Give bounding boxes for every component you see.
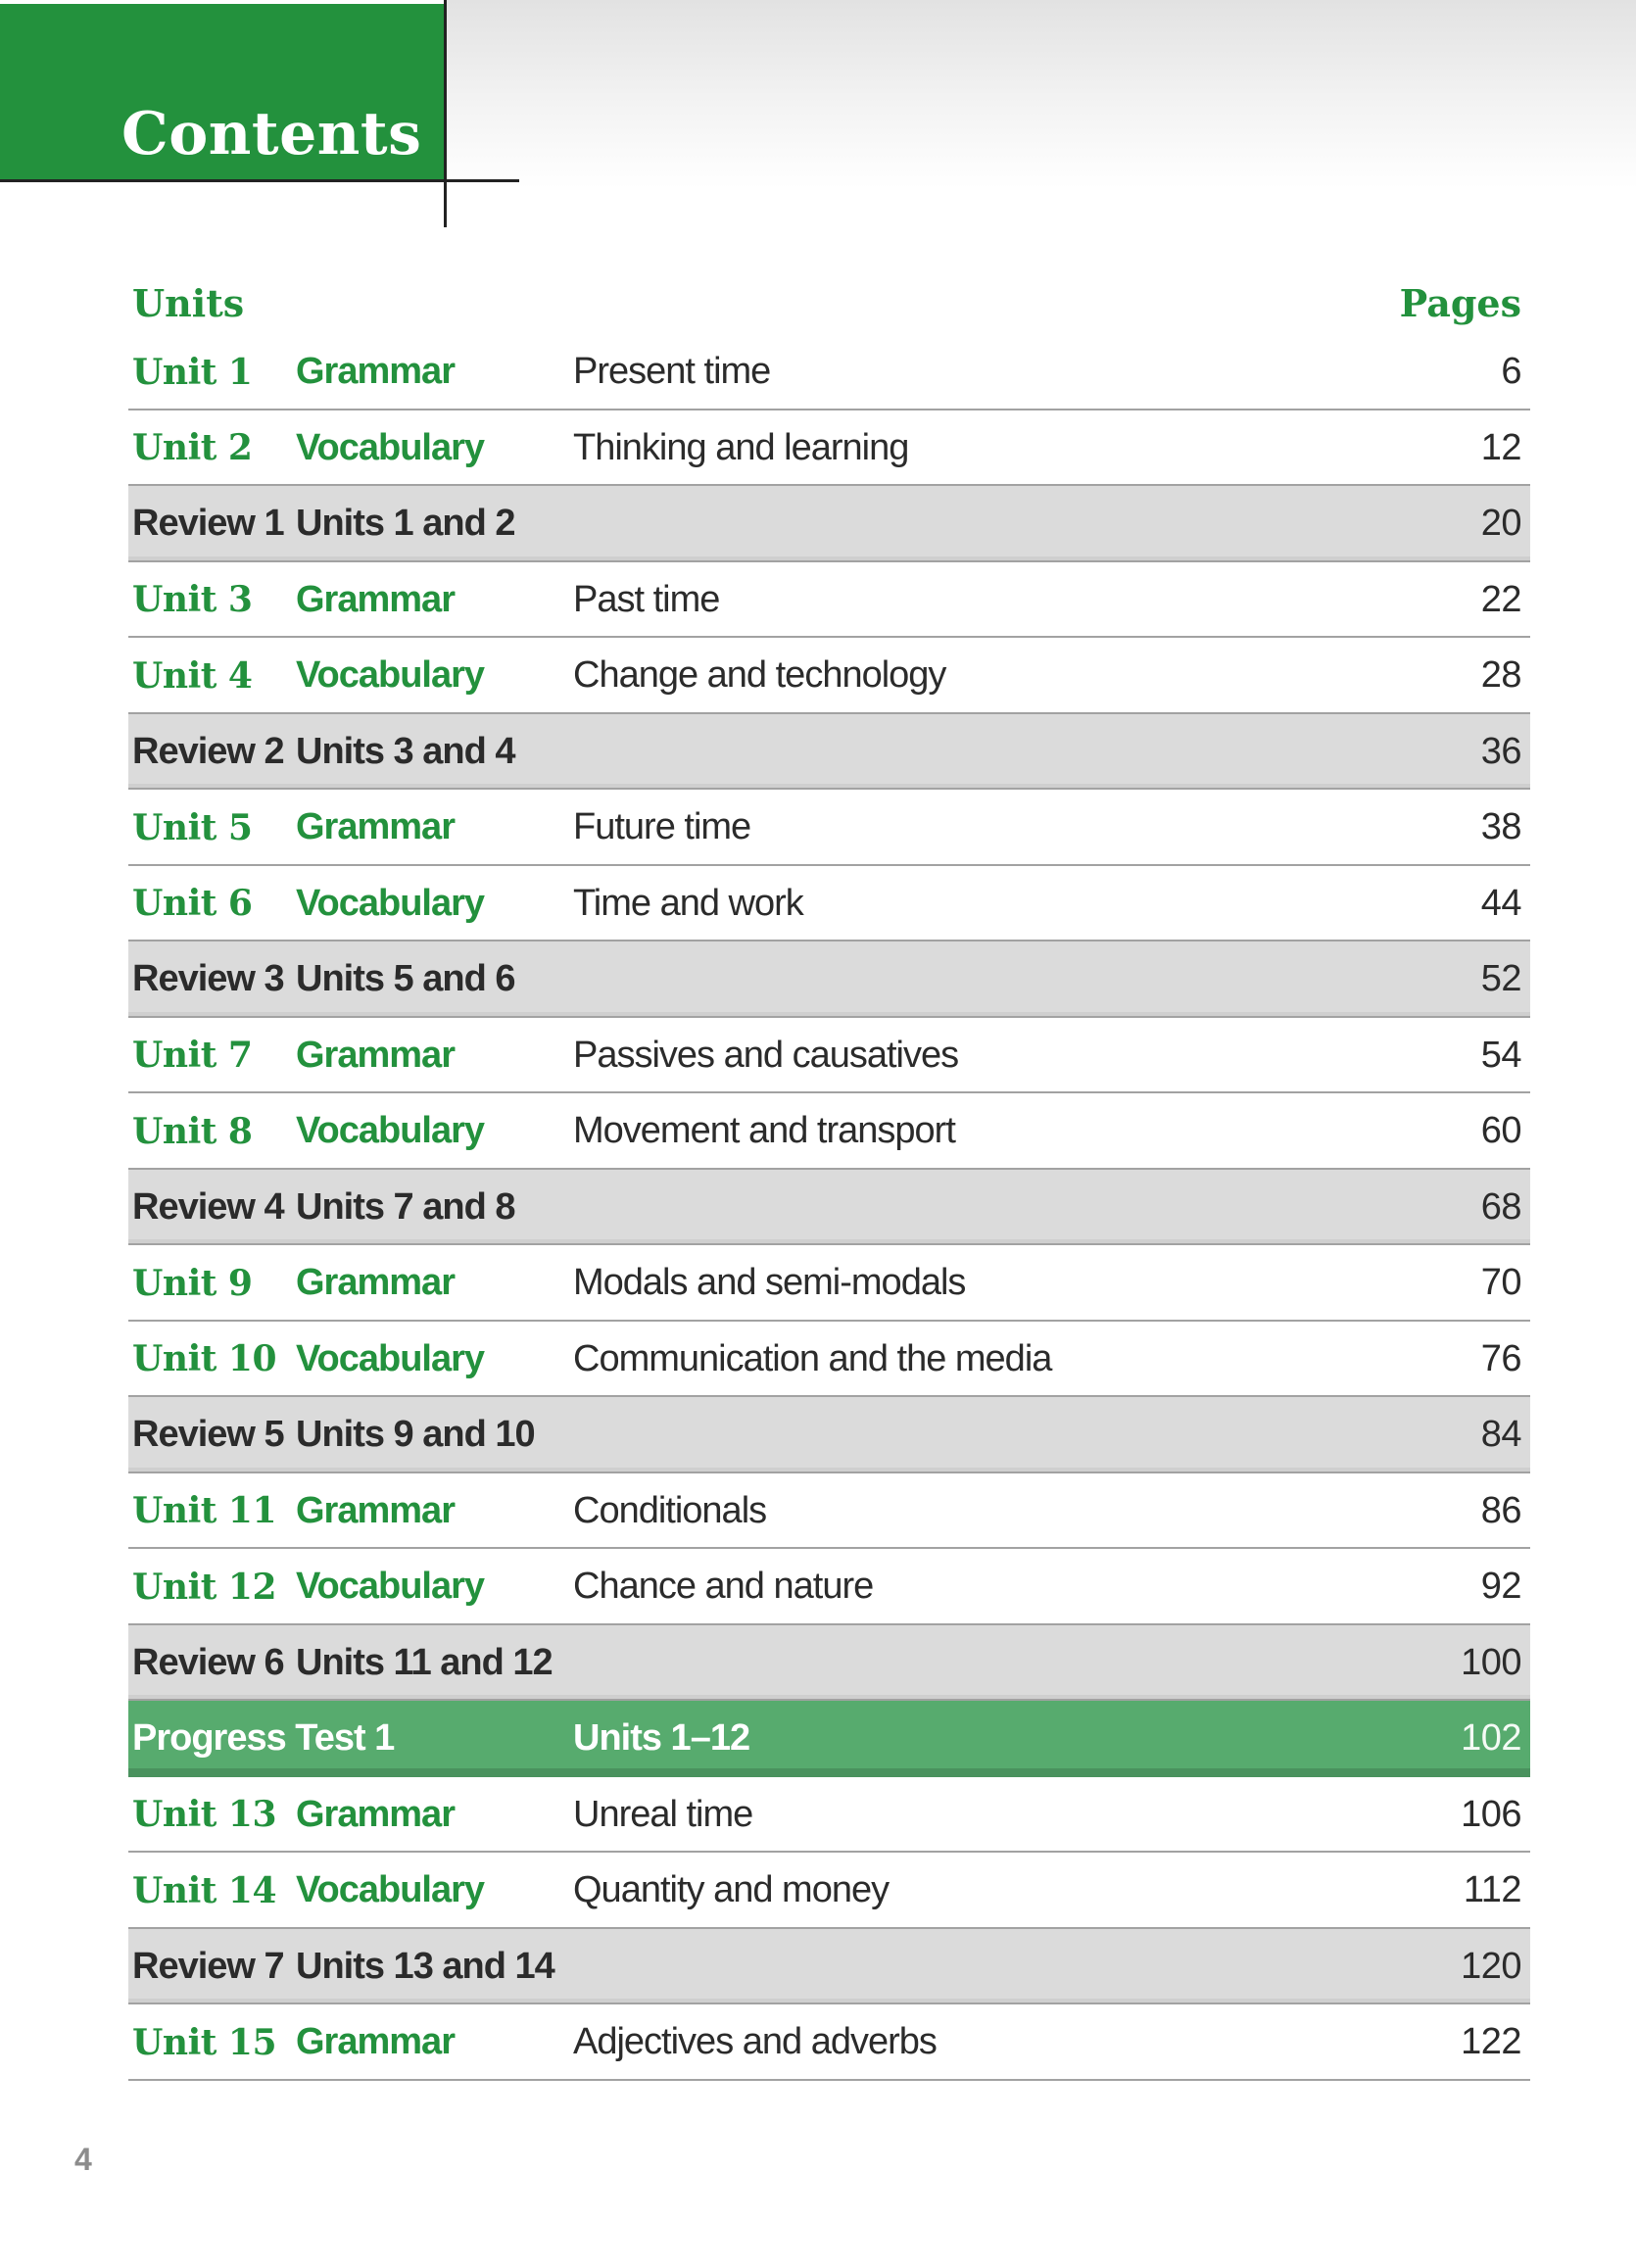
section-type-label: Vocabulary bbox=[296, 426, 485, 468]
table-row-review bbox=[128, 941, 1530, 1018]
page-ref: 102 bbox=[1461, 1717, 1521, 1760]
table-row-review bbox=[128, 486, 1530, 562]
topic-title: Chance and nature bbox=[573, 1566, 874, 1608]
topic-title: Thinking and learning bbox=[573, 426, 909, 468]
topic-title: Unreal time bbox=[573, 1793, 753, 1835]
section-type-label: Vocabulary bbox=[296, 1566, 485, 1608]
table-row-review bbox=[128, 714, 1530, 791]
table-row-unit bbox=[128, 334, 1530, 410]
review-units-label: Units 5 and 6 bbox=[296, 958, 515, 1000]
page-ref: 20 bbox=[1480, 503, 1521, 545]
progress-test-label: Progress Test 1 bbox=[132, 1717, 395, 1760]
unit-label: Unit 7 bbox=[132, 1035, 253, 1077]
review-units-label: Units 1 and 2 bbox=[296, 503, 515, 545]
section-type-label: Vocabulary bbox=[296, 882, 485, 924]
page-ref: 70 bbox=[1480, 1262, 1521, 1304]
topic-title: Past time bbox=[573, 578, 720, 620]
table-row-unit bbox=[128, 410, 1530, 487]
column-headers bbox=[128, 274, 1530, 333]
section-type-label: Grammar bbox=[296, 1034, 455, 1076]
page-ref: 106 bbox=[1461, 1793, 1521, 1835]
page-number: 4 bbox=[74, 2142, 92, 2177]
page-ref: 12 bbox=[1480, 426, 1521, 468]
unit-label: Unit 5 bbox=[132, 806, 253, 848]
topic-title: Modals and semi-modals bbox=[573, 1262, 966, 1304]
review-units-label: Units 7 and 8 bbox=[296, 1185, 515, 1228]
title-vertical-rule bbox=[444, 0, 447, 227]
review-units-label: Units 13 and 14 bbox=[296, 1945, 554, 1987]
page-ref: 54 bbox=[1480, 1034, 1521, 1076]
unit-label: Unit 8 bbox=[132, 1110, 253, 1152]
page-ref: 122 bbox=[1461, 2021, 1521, 2063]
section-type-label: Grammar bbox=[296, 1489, 455, 1531]
page-ref: 36 bbox=[1480, 730, 1521, 772]
review-units-label: Units 11 and 12 bbox=[296, 1641, 553, 1683]
table-row-unit bbox=[128, 638, 1530, 714]
unit-label: Unit 11 bbox=[132, 1490, 277, 1532]
table-row-unit bbox=[128, 1853, 1530, 1929]
section-type-label: Vocabulary bbox=[296, 654, 485, 697]
table-of-contents bbox=[128, 334, 1530, 2081]
page-ref: 76 bbox=[1480, 1337, 1521, 1379]
section-type-label: Grammar bbox=[296, 578, 455, 620]
section-type-label: Vocabulary bbox=[296, 1869, 485, 1911]
table-row-unit bbox=[128, 2004, 1530, 2081]
page-ref: 120 bbox=[1461, 1945, 1521, 1987]
unit-label: Unit 12 bbox=[132, 1566, 277, 1608]
topic-title: Conditionals bbox=[573, 1489, 767, 1531]
table-row-unit bbox=[128, 1245, 1530, 1322]
topic-title: Quantity and money bbox=[573, 1869, 890, 1911]
section-type-label: Grammar bbox=[296, 1262, 455, 1304]
table-row-review bbox=[128, 1397, 1530, 1473]
unit-label: Unit 3 bbox=[132, 579, 253, 621]
table-row-unit bbox=[128, 562, 1530, 639]
unit-label: Unit 9 bbox=[132, 1262, 253, 1304]
unit-label: Unit 13 bbox=[132, 1794, 277, 1836]
table-row-progress-test bbox=[128, 1701, 1530, 1777]
table-row-review bbox=[128, 1625, 1530, 1702]
review-label: Review 7 bbox=[132, 1945, 284, 1987]
page-ref: 112 bbox=[1463, 1869, 1521, 1911]
unit-label: Unit 10 bbox=[132, 1338, 277, 1380]
section-type-label: Vocabulary bbox=[296, 1110, 485, 1152]
table-row-unit bbox=[128, 1093, 1530, 1170]
page-ref: 38 bbox=[1480, 806, 1521, 848]
topic-title: Movement and transport bbox=[573, 1110, 955, 1152]
table-row-unit bbox=[128, 1473, 1530, 1550]
review-units-label: Units 9 and 10 bbox=[296, 1414, 535, 1456]
unit-label: Unit 14 bbox=[132, 1869, 277, 1911]
page-ref: 60 bbox=[1480, 1110, 1521, 1152]
unit-label: Unit 15 bbox=[132, 2021, 277, 2063]
page-title: Contents bbox=[121, 100, 422, 169]
topic-title: Change and technology bbox=[573, 654, 946, 697]
header-gradient-band bbox=[446, 0, 1636, 188]
review-label: Review 2 bbox=[132, 730, 284, 772]
page-ref: 44 bbox=[1480, 882, 1521, 924]
unit-label: Unit 6 bbox=[132, 883, 253, 925]
topic-title: Time and work bbox=[573, 882, 803, 924]
table-row-unit bbox=[128, 790, 1530, 866]
page-ref: 84 bbox=[1480, 1414, 1521, 1456]
unit-label: Unit 1 bbox=[132, 351, 253, 393]
title-underline bbox=[0, 179, 519, 182]
page-ref: 68 bbox=[1480, 1185, 1521, 1228]
section-type-label: Grammar bbox=[296, 806, 455, 848]
review-label: Review 6 bbox=[132, 1641, 284, 1683]
page-ref: 22 bbox=[1480, 578, 1521, 620]
page-ref: 86 bbox=[1480, 1489, 1521, 1531]
contents-title-box bbox=[0, 4, 446, 179]
table-row-unit bbox=[128, 1322, 1530, 1398]
table-row-unit bbox=[128, 1777, 1530, 1854]
section-type-label: Vocabulary bbox=[296, 1337, 485, 1379]
section-type-label: Grammar bbox=[296, 351, 455, 393]
topic-title: Future time bbox=[573, 806, 751, 848]
review-label: Review 1 bbox=[132, 503, 284, 545]
unit-label: Unit 4 bbox=[132, 654, 253, 697]
review-label: Review 5 bbox=[132, 1414, 284, 1456]
section-type-label: Grammar bbox=[296, 1793, 455, 1835]
page-ref: 6 bbox=[1501, 351, 1521, 393]
page-ref: 100 bbox=[1461, 1641, 1521, 1683]
table-row-review bbox=[128, 1929, 1530, 2005]
topic-title: Communication and the media bbox=[573, 1337, 1052, 1379]
topic-title: Present time bbox=[573, 351, 771, 393]
topic-title: Adjectives and adverbs bbox=[573, 2021, 937, 2063]
review-label: Review 4 bbox=[132, 1185, 284, 1228]
page-ref: 92 bbox=[1480, 1566, 1521, 1608]
table-row-unit bbox=[128, 1018, 1530, 1094]
unit-label: Unit 2 bbox=[132, 427, 253, 469]
review-units-label: Units 3 and 4 bbox=[296, 730, 515, 772]
page-ref: 52 bbox=[1480, 958, 1521, 1000]
section-type-label: Grammar bbox=[296, 2021, 455, 2063]
table-row-review bbox=[128, 1170, 1530, 1246]
topic-title: Passives and causatives bbox=[573, 1034, 959, 1076]
progress-units-range: Units 1–12 bbox=[573, 1717, 750, 1760]
pages-column-header: Pages bbox=[1399, 281, 1521, 325]
review-label: Review 3 bbox=[132, 958, 284, 1000]
page-ref: 28 bbox=[1480, 654, 1521, 697]
units-column-header: Units bbox=[132, 281, 245, 325]
table-row-unit bbox=[128, 866, 1530, 942]
table-row-unit bbox=[128, 1549, 1530, 1625]
